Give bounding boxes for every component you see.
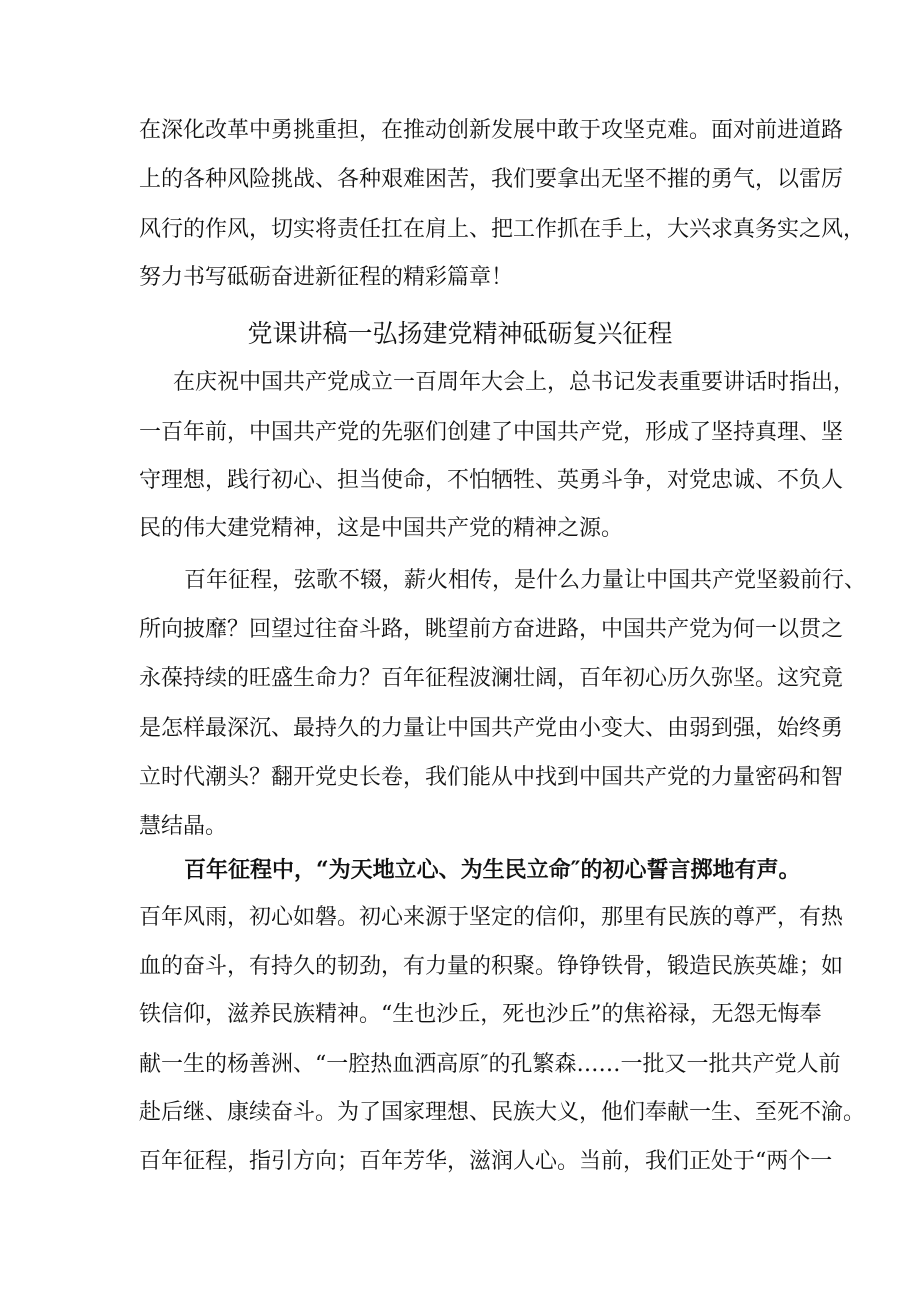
text-line: 慧结晶。 xyxy=(139,814,228,839)
text-line: 努力书写砥砺奋进新征程的精彩篇章！ xyxy=(139,265,514,290)
text-line: 百年风雨，初心如磐。初心来源于坚定的信仰，那里有民族的尊严，有热 xyxy=(139,905,844,930)
text-line: 百年征程，指引方向；百年芳华，滋润人心。当前，我们正处于“两个一 xyxy=(139,1149,833,1174)
text-line: 民的伟大建党精神，这是中国共产党的精神之源。 xyxy=(139,516,624,541)
text-line: 一百年前，中国共产党的先驱们创建了中国共产党，形成了坚持真理、坚 xyxy=(139,420,844,445)
text-line: 上的各种风险挑战、各种艰难困苦，我们要拿出无坚不摧的勇气，以雷厉 xyxy=(139,167,844,192)
text-line: 是怎样最深沉、最持久的力量让中国共产党由小变大、由弱到强，始终勇 xyxy=(139,716,844,741)
text-line: 在深化改革中勇挑重担，在推动创新发展中敢于攻坚克难。面对前进道路 xyxy=(139,118,844,143)
text-line: 风行的作风，切实将责任扛在肩上、把工作抓在手上，大兴求真务实之风， xyxy=(139,217,866,242)
text-line: 立时代潮头？翻开党史长卷，我们能从中找到中国共产党的力量密码和智 xyxy=(139,765,844,790)
text-line: 永葆持续的旺盛生命力？百年征程波澜壮阔，百年初心历久弥坚。这究竟 xyxy=(139,666,844,691)
text-line: 守理想，践行初心、担当使命，不怕牺牲、英勇斗争，对党忠诚、不负人 xyxy=(139,468,844,493)
section-heading: 百年征程中，“为天地立心、为生民立命″的初心誓言掷地有声。 xyxy=(184,857,801,883)
text-line: 血的奋斗，有持久的韧劲，有力量的积聚。铮铮铁骨，锻造民族英雄；如 xyxy=(139,954,844,979)
text-line: 在庆祝中国共产党成立一百周年大会上，总书记发表重要讲话时指出， xyxy=(173,370,856,395)
text-line: 百年征程，弦歌不辍，薪火相传，是什么力量让中国共产党坚毅前行、 xyxy=(184,568,867,593)
text-line: 赴后继、康续奋斗。为了国家理想、民族大义，他们奉献一生、至死不渝。 xyxy=(139,1100,866,1125)
text-line: 铁信仰，滋养民族精神。“生也沙丘，死也沙丘”的焦裕禄，无怨无悔奉 xyxy=(139,1002,822,1027)
article-title: 党课讲稿一弘扬建党精神砥砺复兴征程 xyxy=(247,319,673,348)
text-line: 献一生的杨善洲、“一腔热血洒高原″的孔繁森……一批又一批共产党人前 xyxy=(139,1052,841,1077)
text-line: 所向披靡？回望过往奋斗路，眺望前方奋进路，中国共产党为何一以贯之 xyxy=(139,617,844,642)
